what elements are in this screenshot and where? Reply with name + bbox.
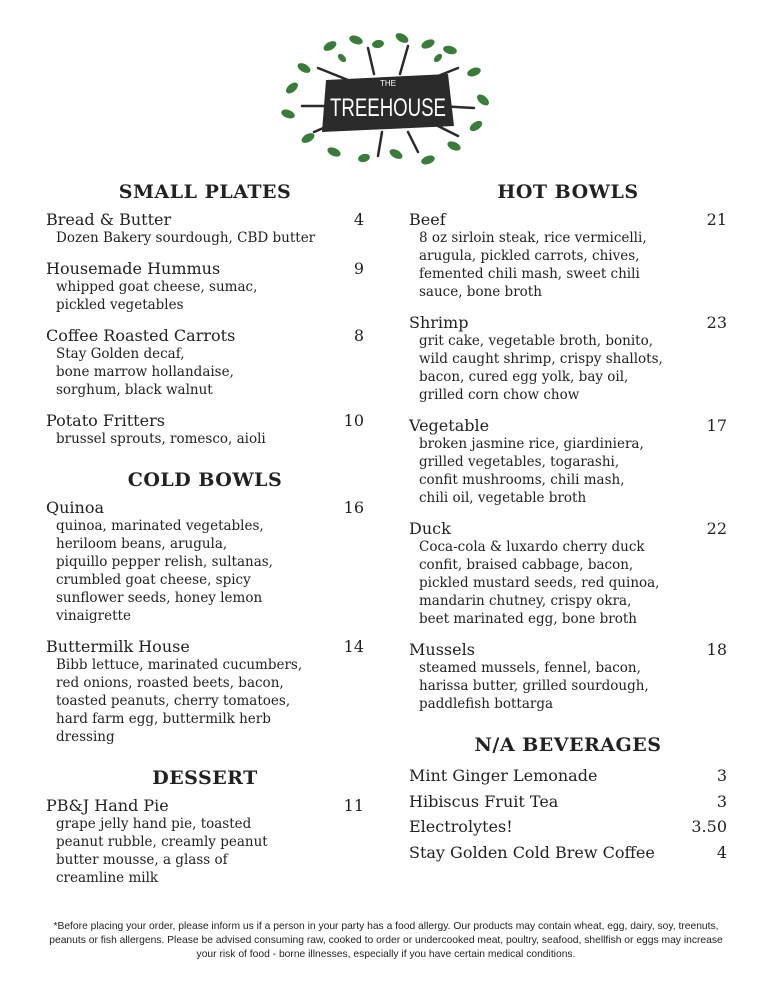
description-line: whipped goat cheese, sumac, bbox=[56, 279, 258, 295]
menu-item-description bbox=[56, 517, 364, 625]
description-line: pickled mustard seeds, red quinoa, bbox=[419, 575, 660, 591]
menu-item-description bbox=[419, 332, 727, 404]
menu-item-header bbox=[409, 519, 727, 538]
menu-item bbox=[409, 640, 727, 713]
disclaimer-line: your risk of food - borne illnesses, especially if you have certain medical conditions. bbox=[196, 949, 576, 960]
description-line: chili oil, vegetable broth bbox=[419, 490, 587, 506]
beverage-item bbox=[409, 763, 727, 789]
beverage-price: 3 bbox=[716, 766, 727, 785]
description-line: harissa butter, grilled sourdough, bbox=[419, 678, 649, 694]
menu-item-price: 22 bbox=[706, 519, 727, 538]
menu-item-header bbox=[46, 210, 364, 229]
menu-item bbox=[46, 210, 364, 247]
description-line: creamline milk bbox=[56, 870, 159, 886]
menu-item-header bbox=[409, 640, 727, 659]
menu-item bbox=[46, 637, 364, 746]
menu-item-description bbox=[56, 815, 364, 887]
description-line: mandarin chutney, crispy okra, bbox=[419, 593, 632, 609]
menu-item-description bbox=[419, 435, 727, 507]
beverage-item bbox=[409, 840, 727, 866]
allergy-disclaimer bbox=[40, 920, 732, 962]
description-line: grilled corn chow chow bbox=[419, 387, 580, 403]
menu-item-name: Potato Fritters bbox=[46, 411, 165, 430]
menu-item bbox=[46, 498, 364, 625]
menu-item-header bbox=[46, 411, 364, 430]
menu-item-name: Shrimp bbox=[409, 313, 469, 332]
description-line: sunflower seeds, honey lemon bbox=[56, 590, 263, 606]
description-line: crumbled goat cheese, spicy bbox=[56, 572, 251, 588]
description-line: Dozen Bakery sourdough, CBD butter bbox=[56, 230, 316, 246]
description-line: sauce, bone broth bbox=[419, 284, 542, 300]
description-line: red onions, roasted beets, bacon, bbox=[56, 675, 284, 691]
beverage-price: 3 bbox=[716, 791, 727, 811]
menu-item-price: 9 bbox=[353, 259, 364, 278]
description-line: bacon, cured egg yolk, bay oil, bbox=[419, 369, 629, 385]
section-title: HOT BOWLS bbox=[497, 181, 639, 203]
left-menu-column bbox=[46, 180, 364, 899]
menu-item-name: Mussels bbox=[409, 640, 475, 659]
treehouse-logo bbox=[278, 28, 496, 170]
menu-item-header bbox=[46, 259, 364, 278]
beverage-name: Mint Ginger Lemonade bbox=[409, 766, 598, 785]
menu-item bbox=[409, 210, 727, 301]
description-line: heriloom beans, arugula, bbox=[56, 536, 228, 552]
description-line: wild caught shrimp, crispy shallots, bbox=[419, 351, 663, 367]
description-line: dressing bbox=[56, 729, 115, 745]
menu-item bbox=[46, 259, 364, 314]
description-line: confit mushrooms, chili mash, bbox=[419, 472, 625, 488]
menu-item-description bbox=[56, 229, 364, 247]
description-line: pickled vegetables bbox=[56, 297, 184, 313]
menu-item-price: 14 bbox=[343, 637, 364, 656]
description-line: piquillo pepper relish, sultanas, bbox=[56, 554, 273, 570]
menu-item-header bbox=[46, 637, 364, 656]
right-menu-column bbox=[409, 180, 727, 865]
menu-item-name: Coffee Roasted Carrots bbox=[46, 326, 236, 345]
description-line: Stay Golden decaf, bbox=[56, 346, 185, 362]
description-line: butter mousse, a glass of bbox=[56, 852, 228, 868]
menu-item-price: 21 bbox=[706, 210, 727, 229]
menu-item-name: Quinoa bbox=[46, 498, 105, 517]
description-line: grit cake, vegetable broth, bonito, bbox=[419, 333, 654, 349]
section-title: SMALL PLATES bbox=[118, 181, 292, 203]
description-line: quinoa, marinated vegetables, bbox=[56, 518, 264, 534]
section-title: COLD BOWLS bbox=[127, 469, 283, 491]
description-line: steamed mussels, fennel, bacon, bbox=[419, 660, 641, 676]
menu-item-header bbox=[409, 313, 727, 332]
description-line: Bibb lettuce, marinated cucumbers, bbox=[56, 657, 303, 673]
menu-item-description bbox=[56, 345, 364, 399]
logo-main-text: TREEHOUSE bbox=[330, 94, 446, 122]
section-spacer bbox=[46, 758, 364, 766]
section-title: DESSERT bbox=[152, 767, 258, 789]
menu-item-price: 17 bbox=[706, 416, 727, 435]
menu-item-name: Bread & Butter bbox=[46, 210, 172, 229]
section-title-beverages: N/A BEVERAGES bbox=[474, 734, 662, 756]
menu-item-description bbox=[419, 659, 727, 713]
menu-item-header bbox=[46, 326, 364, 345]
menu-item-price: 23 bbox=[706, 313, 727, 332]
description-line: paddlefish bottarga bbox=[419, 696, 554, 712]
beverage-name: Stay Golden Cold Brew Coffee bbox=[409, 842, 655, 862]
menu-item-price: 16 bbox=[343, 498, 364, 517]
section-spacer bbox=[46, 460, 364, 468]
menu-item-name: Housemade Hummus bbox=[46, 259, 221, 278]
description-line: confit, braised cabbage, bacon, bbox=[419, 557, 634, 573]
beverage-price: 4 bbox=[716, 842, 727, 862]
menu-item bbox=[409, 313, 727, 404]
menu-item-description bbox=[56, 656, 364, 746]
logo-small-text: THE bbox=[380, 79, 396, 88]
description-line: grape jelly hand pie, toasted bbox=[56, 816, 252, 832]
menu-item-header bbox=[409, 210, 727, 229]
description-line: broken jasmine rice, giardiniera, bbox=[419, 436, 644, 452]
description-line: Coca-cola & luxardo cherry duck bbox=[419, 539, 645, 555]
beverage-name: Electrolytes! bbox=[409, 817, 513, 836]
menu-item-description bbox=[56, 278, 364, 314]
menu-item-price: 4 bbox=[353, 210, 364, 229]
menu-item-name: Buttermilk House bbox=[46, 637, 190, 656]
beverage-name: Hibiscus Fruit Tea bbox=[409, 791, 559, 811]
menu-item-description bbox=[56, 430, 364, 448]
description-line: peanut rubble, creamly peanut bbox=[56, 834, 268, 850]
disclaimer-line: *Before placing your order, please inform us if a person in your party has a food allergy. Our products may contain wheat, egg, dairy, soy, treenuts, bbox=[53, 921, 719, 932]
menu-item bbox=[46, 411, 364, 448]
description-line: sorghum, black walnut bbox=[56, 382, 213, 398]
menu-item-description bbox=[419, 229, 727, 301]
disclaimer-line: peanuts or fish allergens. Please be advised consuming raw, cooked to order or undercooked meat, poultry, seafood, shellfish or eggs may increase bbox=[49, 935, 723, 946]
description-line: brussel sprouts, romesco, aioli bbox=[56, 431, 266, 447]
menu-item bbox=[409, 416, 727, 507]
menu-item bbox=[409, 519, 727, 628]
menu-item-name: Vegetable bbox=[409, 416, 490, 435]
description-line: grilled vegetables, togarashi, bbox=[419, 454, 620, 470]
description-line: beet marinated egg, bone broth bbox=[419, 611, 637, 627]
menu-item-price: 10 bbox=[343, 411, 364, 430]
menu-item-price: 11 bbox=[343, 796, 364, 815]
menu-item-price: 8 bbox=[353, 326, 364, 345]
menu-item-header bbox=[46, 498, 364, 517]
menu-item bbox=[46, 326, 364, 399]
menu-item-name: Duck bbox=[409, 519, 451, 538]
description-line: 8 oz sirloin steak, rice vermicelli, bbox=[419, 230, 647, 246]
section-spacer bbox=[409, 725, 727, 733]
beverage-item bbox=[409, 814, 727, 840]
beverage-item bbox=[409, 789, 727, 815]
description-line: arugula, pickled carrots, chives, bbox=[419, 248, 640, 264]
description-line: vinaigrette bbox=[56, 608, 131, 624]
menu-item-header bbox=[46, 796, 364, 815]
menu-item-price: 18 bbox=[706, 640, 727, 659]
menu-item-name: Beef bbox=[409, 210, 446, 229]
description-line: toasted peanuts, cherry tomatoes, bbox=[56, 693, 291, 709]
description-line: hard farm egg, buttermilk herb bbox=[56, 711, 271, 727]
beverage-price: 3.50 bbox=[691, 817, 727, 836]
menu-item-description bbox=[419, 538, 727, 628]
description-line: femented chili mash, sweet chili bbox=[419, 266, 640, 282]
description-line: bone marrow hollandaise, bbox=[56, 364, 234, 380]
menu-item-name: PB&J Hand Pie bbox=[46, 796, 169, 815]
menu-item bbox=[46, 796, 364, 887]
menu-item-header bbox=[409, 416, 727, 435]
